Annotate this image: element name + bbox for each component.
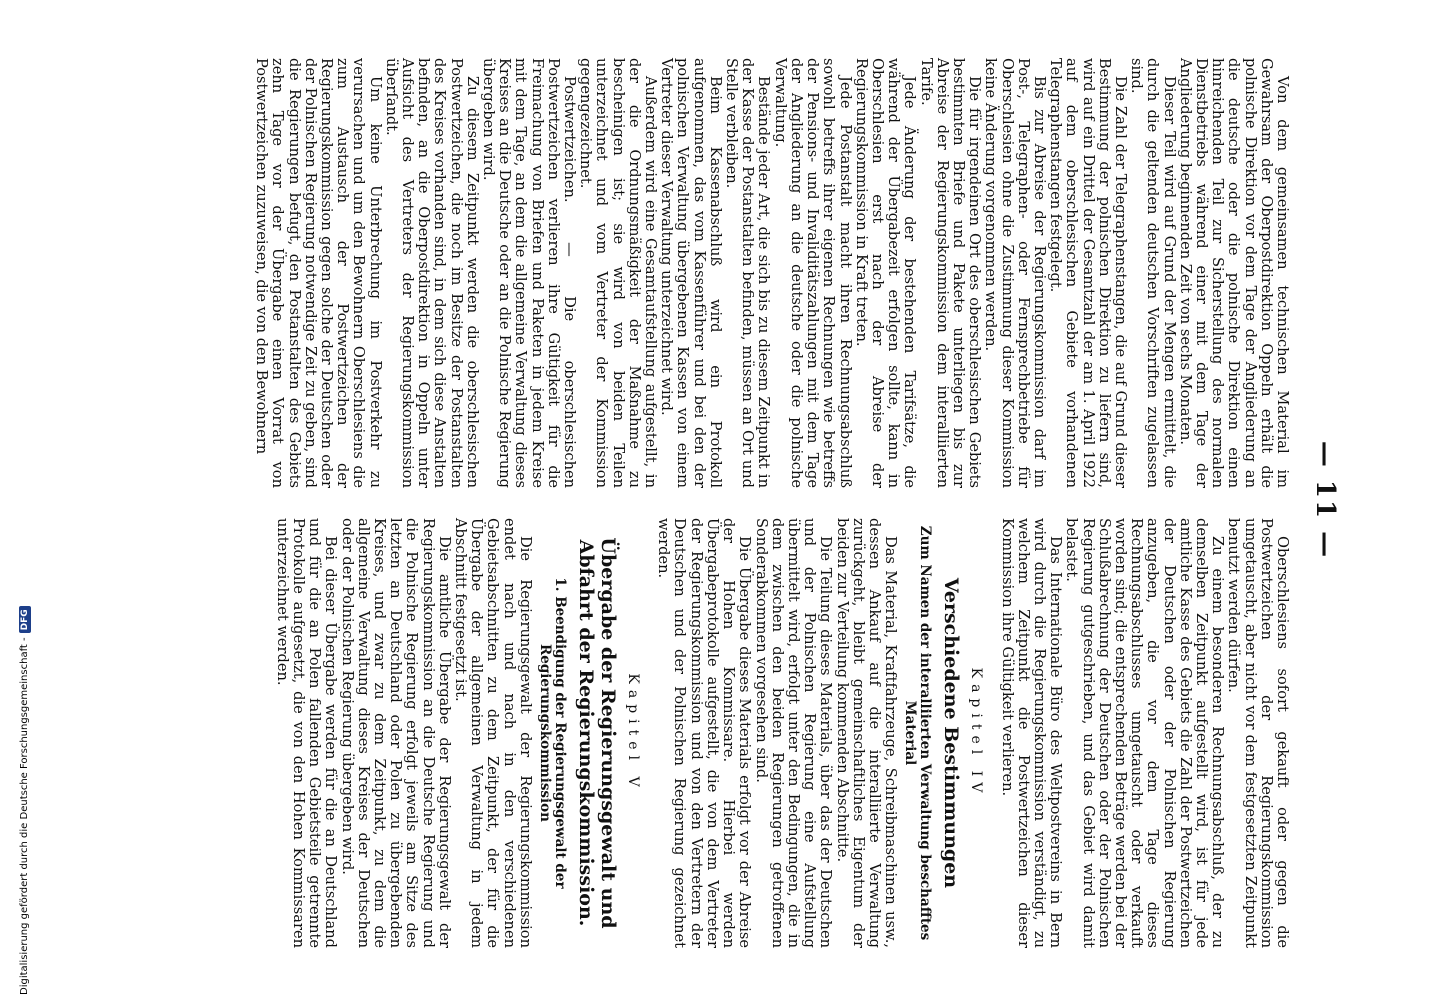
chapter-4-paragraphs	[655, 518, 898, 948]
paragraph: Außerdem wird eine Gesamtaufstellung aufgestellt, in der die Ordnungsmäßigkeit der Maßnahme zu bescheinigen ist; sie wird von beiden Teilen unterzeichnet und vom Vertreter der Kommission gegengezeichnet.	[577, 58, 660, 488]
paragraph: Die Übergabe dieses Materials erfolgt vor der Abreise der Hohen Kommissare. Hierbei werden Übergabeprotokolle aufgestellt, die von dem Vertreter der Regierungskommission und von den Vertretern der Deutschen und der Polnischen Regierung gezeichnet werden.	[655, 518, 754, 948]
paragraph: Dieser Teil wird auf Grund der Mengen ermittelt, die durch die geltenden deutschen Vorschriften zugelassen sind.	[1128, 58, 1178, 488]
paragraph: Von dem gemeinsamen technischen Material im Gewahrsam der Oberpostdirektion Oppeln erhält die polnische Direktion vor dem Tage der Angliederung an die deutsche oder die polnische Direktion einen hinreichenden Teil zur Sicherstellung des normalen Dienstbetriebs während einer mit dem Tage der Angliederung beginnenden Zeit von sechs Monaten.	[1176, 58, 1291, 488]
paragraph: Postwertzeichen. — Die oberschlesischen Postwertzeichen verlieren ihre Gültigkeit für die Freimachung von Briefen und Paketen in jedem Kreise mit dem Tage, an dem die allgemeine Verwaltung dieses Kreises an die Deutsche oder an die Polnische Regierung übergeben wird.	[480, 58, 579, 488]
chapter-5-paragraphs	[274, 518, 533, 948]
dfg-logo: DFG	[19, 606, 31, 633]
paragraph: Oberschlesiens sofort gekauft oder gegen die Postwertzeichen der Regierungskommission umgetauscht, aber nicht vor dem festgesetzten Zeitpunkt benutzt werden dürfen.	[1225, 518, 1291, 948]
rotated-page-content	[110, 40, 1340, 960]
scanned-page	[110, 40, 1340, 960]
right-intro-paragraphs	[998, 518, 1290, 948]
chapter-5-title: Übergabe der Regierungsgewalt und Abfahrt der Regierungskommission.	[574, 537, 619, 929]
paragraph: Beim Kassenabschluß wird ein Protokoll aufgenommen, das vom Kassenführer und bei den der polnischen Verwaltung übergebenen Kassen von einem Vertreter dieser Verwaltung unterzeichnet wird.	[658, 58, 724, 488]
paragraph: Bei dieser Übergabe werden für die an Deutschland und für die an Polen fallenden Gebietsteile getrennte Protokolle aufgesetzt, die von den Hohen Kommissaren unterzeichnet werden.	[273, 518, 340, 948]
paragraph: Die Zahl der Telegraphenstangen, die auf Grund dieser Bestimmung der polnischen Direktion zu liefern sind, wird auf ein Drittel der Gesamtzahl der am 1. April 1922 auf dem oberschlesischen Gebiete vorhandenen Telegraphenstangen festgelegt.	[1047, 58, 1129, 488]
paragraph: Die Teilung dieses Materials, über das der Deutschen und der Polnischen Regierung eine Aufstellung übermittelt wird, erfolgt unter den Bedingungen, die in dem zwischen den beiden Regierungen getroffenen Sonderabkommen vorgesehen sind.	[752, 518, 835, 948]
paragraph: Bis zur Abreise der Regierungskommission darf im Post-, Telegraphen- oder Fernsprechbetriebe für Oberschlesien ohne die Zustimmung dieser Kommission keine Änderung vorgenommen werden.	[982, 58, 1048, 488]
page-number: — 11 —	[1310, 440, 1340, 560]
chapter-4-label: Kapitel IV	[968, 667, 985, 799]
paragraph: Die für irgendeinen Ort des oberschlesischen Gebiets bestimmten Briefe und Pakete unterliegen bis zur Abreise der Regierungskommission dem interalliierten Tarife.	[917, 58, 984, 488]
paragraph: Zu einem besonderen Rechnungsabschluß, der zu demselben Zeitpunkt aufgestellt wird, ist für jede amtliche Kasse des Gebiets die Zahl der Postwertzeichen der Deutschen oder der Polnischen Regierung anzugeben, die vor dem Tage dieses Rechnungsabschlusses umgetauscht oder verkauft worden sind; die entsprechenden Beträge werden bei der Schlußabrechnung der Deutschen oder der Polnischen Regierung gutgeschrieben, und das Gebiet wird damit belastet.	[1063, 518, 1227, 948]
paragraph: Zu diesem Zeitpunkt werden die oberschlesischen Postwertzeichen, die noch im Besitze der Postanstalten des Kreises vorhanden sind, in dem sich diese Anstalten befinden, an die Oberpostdirektion in Oppeln unter Aufsicht des Vertreters der Regierungskommission überſandt.	[382, 58, 481, 488]
paragraph: Jede Änderung der bestehenden Tarifsätze, die während der Übergabezeit erfolgen sollte, kann in Oberschlesien erst nach der Abreise der Regierungskommission in Kraft treten.	[852, 58, 919, 488]
paragraph: Um keine Unterbrechung im Postverkehr zu verursachen und um den Bewohnern Oberschlesiens die zum Austausch der Postwertzeichen der Regierungskommission gegen solche der Deutschen oder der Polnischen Regierung notwendige Zeit zu geben, sind die Regierungen befugt, den Postanstalten des Gebiets zehn Tage vor der Übergabe einen Vorrat von Postwertzeichen zuzuweisen, die von den Bewohnern	[253, 58, 384, 488]
paragraph: Das Internationale Büro des Weltpostvereins in Bern wird durch die Regierungskommission verständigt, zu welchem Zeitpunkt die Postwertzeichen dieser Kommission ihre Gültigkeit verlieren.	[998, 518, 1065, 948]
paragraph: Jede Postanstalt macht ihren Rechnungsabschluß sowohl betreffs ihrer eigenen Rechnungen wie betreffs der Pensions- und Invaliditätszahlungen mit dem Tage der Angliederung an die deutsche oder die polnische Verwaltung.	[771, 58, 854, 488]
section-4-title: Zum Namen der interalliierten Verwaltung beschafftes Material	[902, 525, 934, 941]
chapter-5-label: Kapitel V	[625, 673, 642, 793]
paragraph: Die amtliche Übergabe der Regierungsgewalt der Regierungskommission an die Deutsche Regierung und die Polnische Regierung erfolgt jeweils am Sitze des letzten an Deutschland oder Polen zu übergebenden Kreises, und zwar zu dem Zeitpunkt, zu dem die allgemeine Verwaltung dieses Kreises der Deutschen oder der Polnischen Regierung übergeben wird.	[338, 518, 453, 948]
paragraph: Bestände jeder Art, die sich bis zu diesem Zeitpunkt in der Kasse der Postanstalten befinden, müssen an Ort und Stelle verbleiben.	[723, 58, 773, 488]
section-5-title: 1. Beendigung der Regierungsgewalt der Regierungskommission	[536, 577, 568, 889]
credit-text: Digitalisierung gefördert durch die Deutsche Forschungsgemeinschaft -	[19, 637, 30, 995]
chapter-4-title: Verschiedene Bestimmungen	[940, 577, 963, 889]
paragraph: Die Regierungsgewalt der Regierungskommission endet nach und nach in den verschiedenen Gebietsabschnitten zu dem Zeitpunkt, der für die Übergabe der allgemeinen Verwaltung in jedem Abschnitt festgesetzt ist.	[452, 518, 534, 948]
right-column	[274, 518, 1290, 948]
paragraph: Das Material, Kraftfahrzeuge, Schreibmaschinen usw., dessen Ankauf auf die interalliierte Verwaltung zurückgeht, bleibt gemeinschaftliches Eigentum der beiden zur Verteilung kommenden Abschnitte.	[833, 518, 900, 948]
left-column	[253, 58, 1290, 488]
digitization-credit	[2, 0, 30, 1000]
